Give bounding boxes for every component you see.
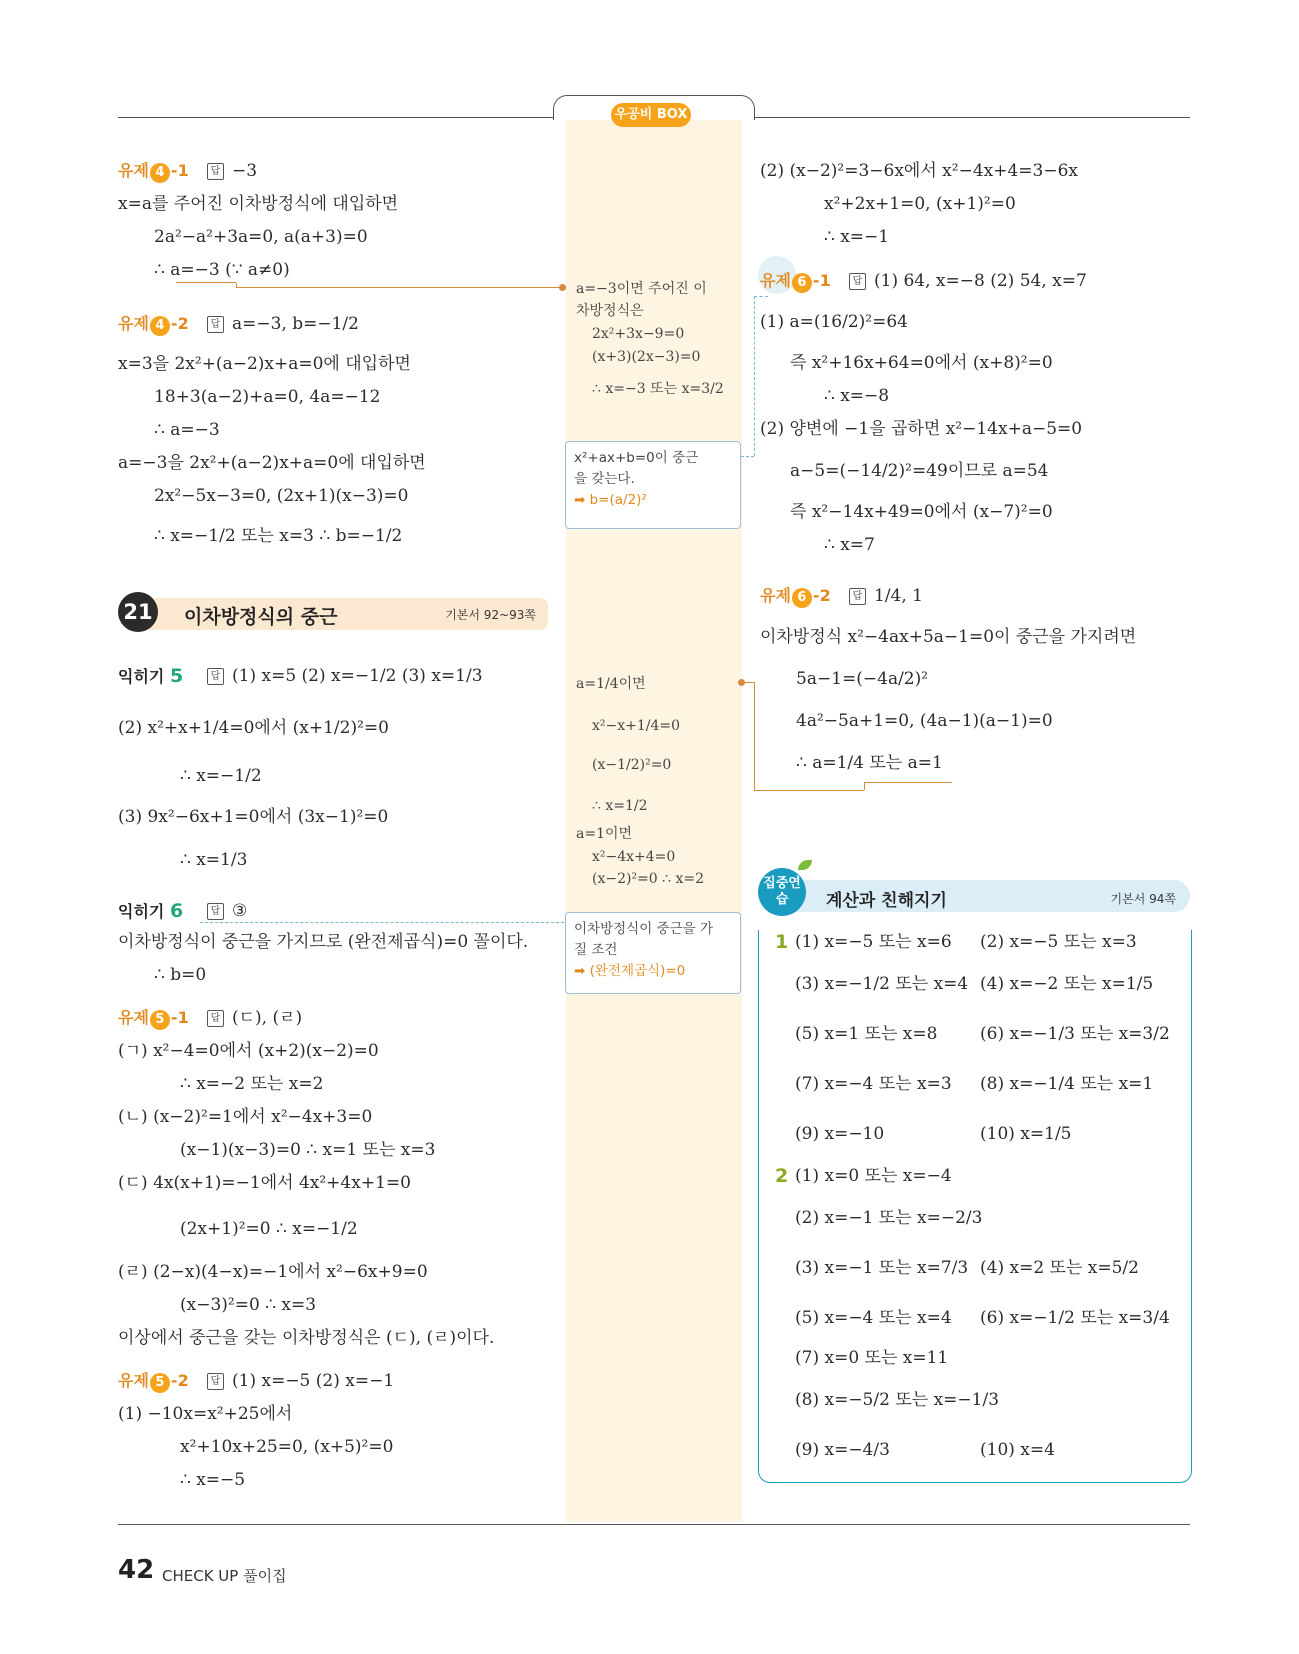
problem-5-1-line: (ㄹ) (2−x)(4−x)=−1에서 x²−6x+9=0 [118,1262,428,1282]
problem-5-1-heading: 유제 5 -1 [118,1007,189,1030]
answer-icon: 답 [197,313,230,333]
problem-6-1-heading: 유제 6 -1 [760,270,831,293]
problem-5-1-line: (x−1)(x−3)=0 ∴ x=1 또는 x=3 [180,1140,436,1160]
answer-item: (7) x=0 또는 x=11 [795,1348,949,1368]
exercise-5-line: (3) 9x²−6x+1=0에서 (3x−1)²=0 [118,807,389,827]
answer-item: (7) x=−4 또는 x=3 [795,1074,952,1094]
problem-5-1-line: (x−3)²=0 ∴ x=3 [180,1295,317,1315]
answer-item: (1) x=0 또는 x=−4 [795,1166,952,1186]
problem-4-2-heading: 유제 4 -2 [118,313,189,336]
problem-5-2-heading: 유제 5 -2 [118,1370,189,1393]
tip-line: x²+ax+b=0이 중근 [574,450,699,466]
problem-6-2-line: 5a−1=(−4a/2)² [796,669,929,689]
answer-item: (4) x=2 또는 x=5/2 [980,1258,1139,1278]
side-note-line: 차방정식은 [576,303,644,319]
problem-6-2-line: 이차방정식 x²−4ax+5a−1=0이 중근을 가지려면 [760,627,1137,647]
problem-5-1-line: (ㄷ) 4x(x+1)=−1에서 4x²+4x+1=0 [118,1173,411,1193]
connector-line [754,682,755,790]
problem-6-1-line: a−5=(−14/2)²=49이므로 a=54 [790,461,1049,481]
problem-4-1-line: x=a를 주어진 이차방정식에 대입하면 [118,194,399,214]
tip-line: ➡ b=(a/2)² [574,492,647,508]
side-note-line: (x−1/2)²=0 [592,757,672,773]
problem-5-1-line: (ㄴ) (x−2)²=1에서 x²−4x+3=0 [118,1107,373,1127]
answer-item: (3) x=−1/2 또는 x=4 [795,974,969,994]
problem-6-1-line: 즉 x²−14x+49=0에서 (x−7)²=0 [790,502,1053,522]
problem-5-2-line: x²+10x+25=0, (x+5)²=0 [180,1437,394,1457]
tip-box-condition [565,912,741,994]
connector-dash [754,296,768,297]
answer-item: (8) x=−1/4 또는 x=1 [980,1074,1154,1094]
answer-icon: 답 [197,160,230,180]
problem-4-1-answer: −3 [232,161,258,181]
answer-item: (6) x=−1/2 또는 x=3/4 [980,1308,1170,1328]
answer-item: (4) x=−2 또는 x=1/5 [980,974,1154,994]
answer-item: (10) x=4 [980,1440,1055,1460]
question-number: 1 [775,931,789,953]
section-header [118,596,548,630]
header-rule-left [118,117,554,118]
box-label: 우공비 BOX [611,103,691,127]
practice-badge: 집중연습 [758,868,806,916]
connector-line [864,782,952,783]
section-number: 21 [118,592,158,632]
answer-item: (2) x=−5 또는 x=3 [980,932,1137,952]
tip-line: ➡ (완전제곱식)=0 [574,963,686,979]
connector-line [236,287,562,288]
answer-item: (1) x=−5 또는 x=6 [795,932,952,952]
answer-icon: 답 [197,1370,230,1390]
exercise-6-answer: ③ [232,901,248,921]
section-title: 이차방정식의 중근 [184,606,338,628]
continued-line: x²+2x+1=0, (x+1)²=0 [824,194,1016,214]
problem-5-1-line: (ㄱ) x²−4=0에서 (x+2)(x−2)=0 [118,1041,379,1061]
problem-6-2-line: ∴ a=1/4 또는 a=1 [796,753,943,773]
connector-line [864,782,865,790]
side-note-line: (x+3)(2x−3)=0 [592,349,701,365]
connector-dot [559,284,566,291]
problem-5-2-answer: (1) x=−5 (2) x=−1 [232,1371,395,1391]
side-note-line: ∴ x=1/2 [592,798,648,814]
problem-4-2-line: 18+3(a−2)+a=0, 4a=−12 [154,387,381,407]
answer-item: (2) x=−1 또는 x=−2/3 [795,1208,983,1228]
problem-5-2-line: (1) −10x=x²+25에서 [118,1404,293,1424]
side-note-line: x²−4x+4=0 [592,849,676,865]
answer-item: (8) x=−5/2 또는 x=−1/3 [795,1390,1000,1410]
problem-4-1-line: 2a²−a²+3a=0, a(a+3)=0 [154,227,368,247]
answer-icon: 답 [839,585,872,605]
problem-4-2-line: ∴ x=−1/2 또는 x=3 ∴ b=−1/2 [154,526,403,546]
connector-dash [754,296,755,456]
problem-4-1-heading: 유제 4 -1 [118,160,189,183]
tip-box-double-root [565,441,741,529]
problem-6-2-answer: 1/4, 1 [874,586,923,606]
exercise-5-answer: (1) x=5 (2) x=−1/2 (3) x=1/3 [232,666,483,686]
tip-line: 을 갖는다. [574,471,635,487]
question-number: 2 [775,1165,789,1187]
practice-title: 계산과 친해지기 [826,891,947,911]
side-note-line: a=−3이면 주어진 이 [576,281,707,297]
problem-5-1-answer: (ㄷ), (ㄹ) [232,1008,303,1028]
exercise-5-line: ∴ x=−1/2 [180,766,262,786]
problem-6-1-line: ∴ x=−8 [824,386,890,406]
problem-4-2-answer: a=−3, b=−1/2 [232,314,359,334]
problem-6-1-line: (1) a=(16/2)²=64 [760,312,908,332]
problem-5-1-line: 이상에서 중근을 갖는 이차방정식은 (ㄷ), (ㄹ)이다. [118,1328,495,1348]
problem-5-1-line: (2x+1)²=0 ∴ x=−1/2 [180,1219,358,1239]
side-note-line: (x−2)²=0 ∴ x=2 [592,871,705,887]
problem-4-2-line: 2x²−5x−3=0, (2x+1)(x−3)=0 [154,486,409,506]
side-note-line: a=1이면 [576,826,633,842]
problem-4-2-line: a=−3을 2x²+(a−2)x+a=0에 대입하면 [118,453,426,473]
side-note-line: a=1/4이면 [576,676,646,692]
side-note-line: 2x²+3x−9=0 [592,326,685,342]
problem-6-2-heading: 유제 6 -2 [760,585,831,608]
problem-6-2-line: 4a²−5a+1=0, (4a−1)(a−1)=0 [796,711,1053,731]
practice-reference: 기본서 94쪽 [1110,892,1176,906]
book-title: CHECK UP 풀이집 [162,1567,287,1585]
continued-line: (2) (x−2)²=3−6x에서 x²−4x+4=3−6x [760,161,1078,181]
answer-item: (5) x=1 또는 x=8 [795,1024,938,1044]
answer-item: (6) x=−1/3 또는 x=3/2 [980,1024,1170,1044]
tip-line: 이차방정식이 중근을 가 [574,921,713,937]
exercise-6-line: ∴ b=0 [154,965,207,985]
answer-icon: 답 [197,1007,230,1027]
leaf-icon [798,860,812,870]
connector-dash [741,456,754,457]
answer-item: (10) x=1/5 [980,1124,1072,1144]
continued-line: ∴ x=−1 [824,227,890,247]
tip-line: 질 조건 [574,942,618,958]
exercise-5-heading: 익히기 5 [118,665,184,687]
connector-line [176,282,236,283]
answer-item: (3) x=−1 또는 x=7/3 [795,1258,969,1278]
answer-icon: 답 [197,665,230,685]
problem-4-2-line: x=3을 2x²+(a−2)x+a=0에 대입하면 [118,354,411,374]
answer-icon: 답 [839,270,872,290]
footer-rule [118,1524,1190,1525]
section-reference: 기본서 92~93쪽 [445,608,536,622]
problem-4-1-line: ∴ a=−3 (∵ a≠0) [154,260,290,280]
side-note-line: ∴ x=−3 또는 x=3/2 [592,381,724,397]
problem-4-2-line: ∴ a=−3 [154,420,220,440]
exercise-5-line: ∴ x=1/3 [180,850,248,870]
exercise-6-line: 이차방정식이 중근을 가지므로 (완전제곱식)=0 꼴이다. [118,932,529,952]
problem-5-1-line: ∴ x=−2 또는 x=2 [180,1074,324,1094]
page-number: 42 [118,1555,155,1585]
connector-dash [200,922,564,923]
problem-6-1-line: ∴ x=7 [824,535,875,555]
header-rule-right [752,117,1190,118]
connector-line [742,682,754,683]
problem-5-2-line: ∴ x=−5 [180,1470,246,1490]
problem-6-1-answer: (1) 64, x=−8 (2) 54, x=7 [874,271,1087,291]
answer-item: (9) x=−10 [795,1124,885,1144]
connector-line [754,790,864,791]
answer-item: (5) x=−4 또는 x=4 [795,1308,952,1328]
answer-item: (9) x=−4/3 [795,1440,890,1460]
problem-6-1-line: (2) 양변에 −1을 곱하면 x²−14x+a−5=0 [760,419,1083,439]
exercise-6-heading: 익히기 6 [118,900,184,922]
problem-6-1-line: 즉 x²+16x+64=0에서 (x+8)²=0 [790,353,1053,373]
exercise-5-line: (2) x²+x+1/4=0에서 (x+1/2)²=0 [118,718,389,738]
answer-icon: 답 [197,900,230,920]
practice-header [758,876,1190,916]
side-note-line: x²−x+1/4=0 [592,718,681,734]
